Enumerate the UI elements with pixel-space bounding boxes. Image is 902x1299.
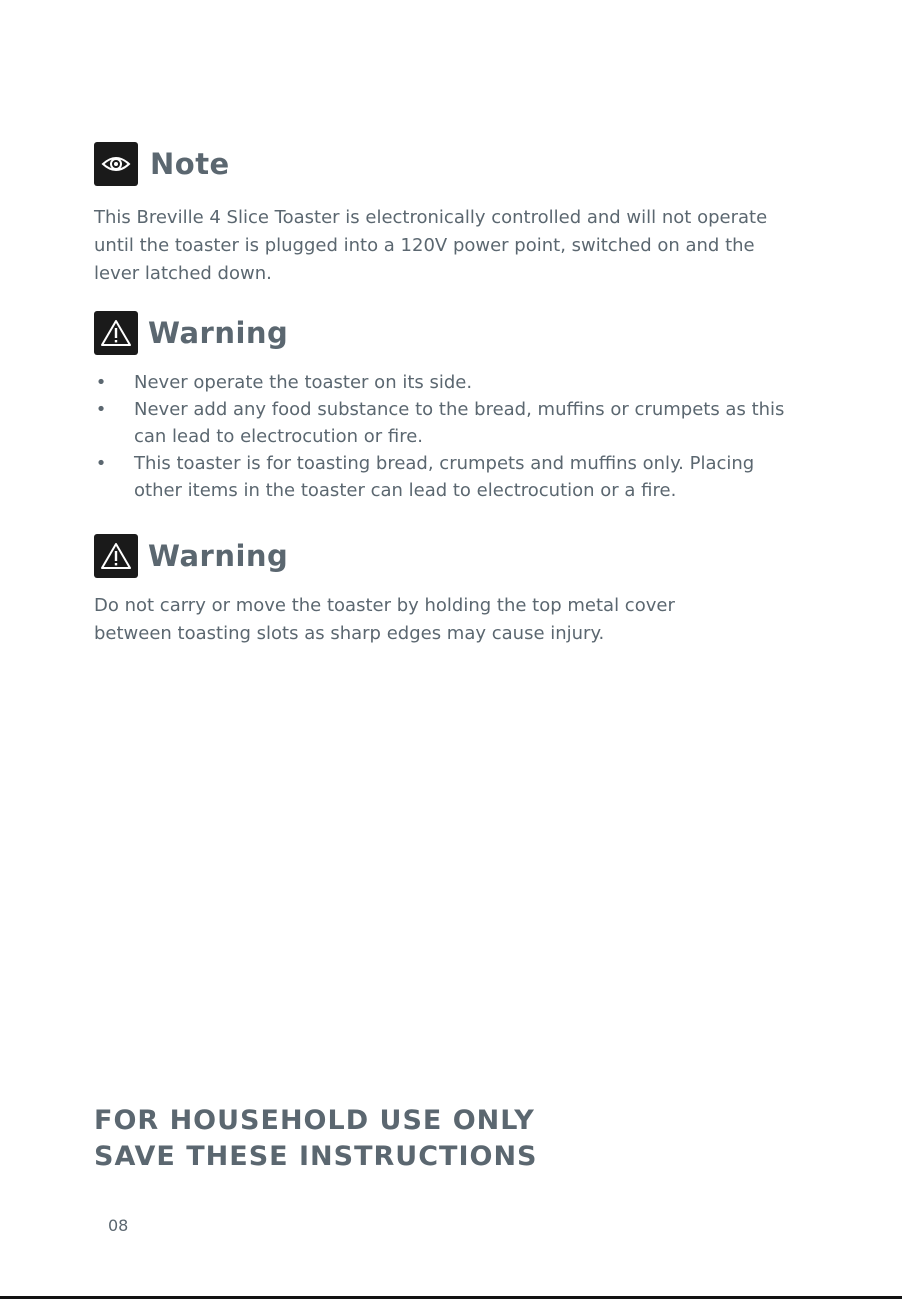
eye-icon	[94, 142, 138, 186]
warning-2-text	[94, 592, 814, 648]
warning-section-1	[94, 310, 834, 504]
warning-1-heading: Warning	[148, 316, 289, 350]
warning-2-text-line: between toasting slots as sharp edges may cause injury.	[94, 623, 605, 644]
bullet-line: Never add any food substance to the bread, muffins or crumpets as this	[134, 399, 785, 420]
note-text-line: until the toaster is plugged into a 120V power point, switched on and the	[94, 235, 755, 256]
list-item: • Never operate the toaster on its side.	[95, 372, 473, 393]
bullet-line: can lead to electrocution or fire.	[134, 426, 424, 447]
bullet-line: Never operate the toaster on its side.	[134, 372, 473, 393]
note-text	[94, 204, 814, 288]
page-number: 08	[108, 1216, 129, 1235]
warning-2-heading-row	[94, 533, 814, 579]
note-text-line: This Breville 4 Slice Toaster is electronically controlled and will not operate	[94, 207, 768, 228]
warning-1-heading-row	[94, 310, 834, 356]
warning-2-text-line: Do not carry or move the toaster by holding the top metal cover	[94, 595, 675, 616]
note-section	[94, 141, 814, 288]
bullet-line: This toaster is for toasting bread, crumpets and muffins only. Placing	[134, 453, 755, 474]
note-text-line: lever latched down.	[94, 263, 272, 284]
warning-triangle-icon	[94, 534, 138, 578]
note-heading-row	[94, 141, 814, 187]
list-item: • Never add any food substance to the bread, muffins or crumpets as this can lead to electrocution or fire.	[95, 399, 785, 447]
footer-household-use: FOR HOUSEHOLD USE ONLY	[94, 1105, 535, 1136]
warning-2-heading: Warning	[148, 539, 289, 573]
warning-triangle-icon	[94, 311, 138, 355]
footer-save-instructions: SAVE THESE INSTRUCTIONS	[94, 1141, 538, 1172]
note-heading: Note	[150, 147, 230, 181]
list-item: • This toaster is for toasting bread, crumpets and muffins only. Placing other items in the toaster can lead to electrocution or a fire.	[95, 453, 755, 501]
footer-instructions	[94, 1103, 538, 1175]
warning-1-list	[94, 369, 834, 504]
warning-section-2	[94, 533, 814, 648]
bullet-line: other items in the toaster can lead to electrocution or a fire.	[134, 480, 677, 501]
